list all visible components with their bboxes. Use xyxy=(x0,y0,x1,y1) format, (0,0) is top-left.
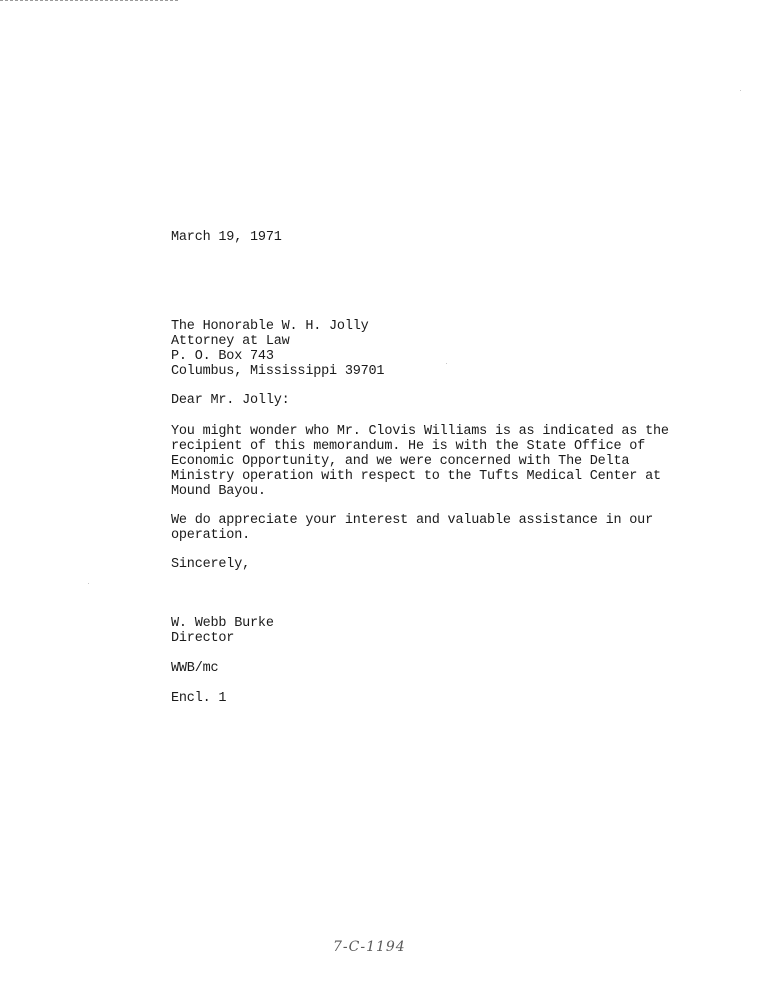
scan-speck xyxy=(740,90,741,91)
body-paragraph-2 xyxy=(171,513,653,543)
paragraph-line: Economic Opportunity, and we were concerned with The Delta xyxy=(171,454,630,469)
typist-initials: WWB/mc xyxy=(171,661,219,676)
enclosure-note: Encl. 1 xyxy=(171,691,227,706)
signer-title: Director xyxy=(171,631,235,646)
paragraph-line: We do appreciate your interest and valuable assistance in our xyxy=(171,513,653,528)
top-edge-rule xyxy=(0,0,178,1)
scan-speck xyxy=(88,583,89,584)
salutation: Dear Mr. Jolly: xyxy=(171,393,290,408)
scan-speck xyxy=(446,363,447,364)
handwritten-file-number: 7-C-1194 xyxy=(333,939,406,955)
body-paragraph-1 xyxy=(171,424,669,499)
recipient-line: P. O. Box 743 xyxy=(171,349,274,364)
letter-date: March 19, 1971 xyxy=(171,230,282,245)
recipient-line: The Honorable W. H. Jolly xyxy=(171,319,369,334)
closing: Sincerely, xyxy=(171,557,251,572)
paragraph-line: operation. xyxy=(171,528,251,543)
recipient-line: Columbus, Mississippi 39701 xyxy=(171,364,385,379)
paragraph-line: recipient of this memorandum. He is with the State Office of xyxy=(171,439,646,454)
recipient-address xyxy=(171,319,384,379)
signer-name: W. Webb Burke xyxy=(171,616,274,631)
paragraph-line: Ministry operation with respect to the Tufts Medical Center at xyxy=(171,469,661,484)
paragraph-line: You might wonder who Mr. Clovis Williams is as indicated as the xyxy=(171,424,669,439)
paragraph-line: Mound Bayou. xyxy=(171,484,266,499)
recipient-line: Attorney at Law xyxy=(171,334,290,349)
